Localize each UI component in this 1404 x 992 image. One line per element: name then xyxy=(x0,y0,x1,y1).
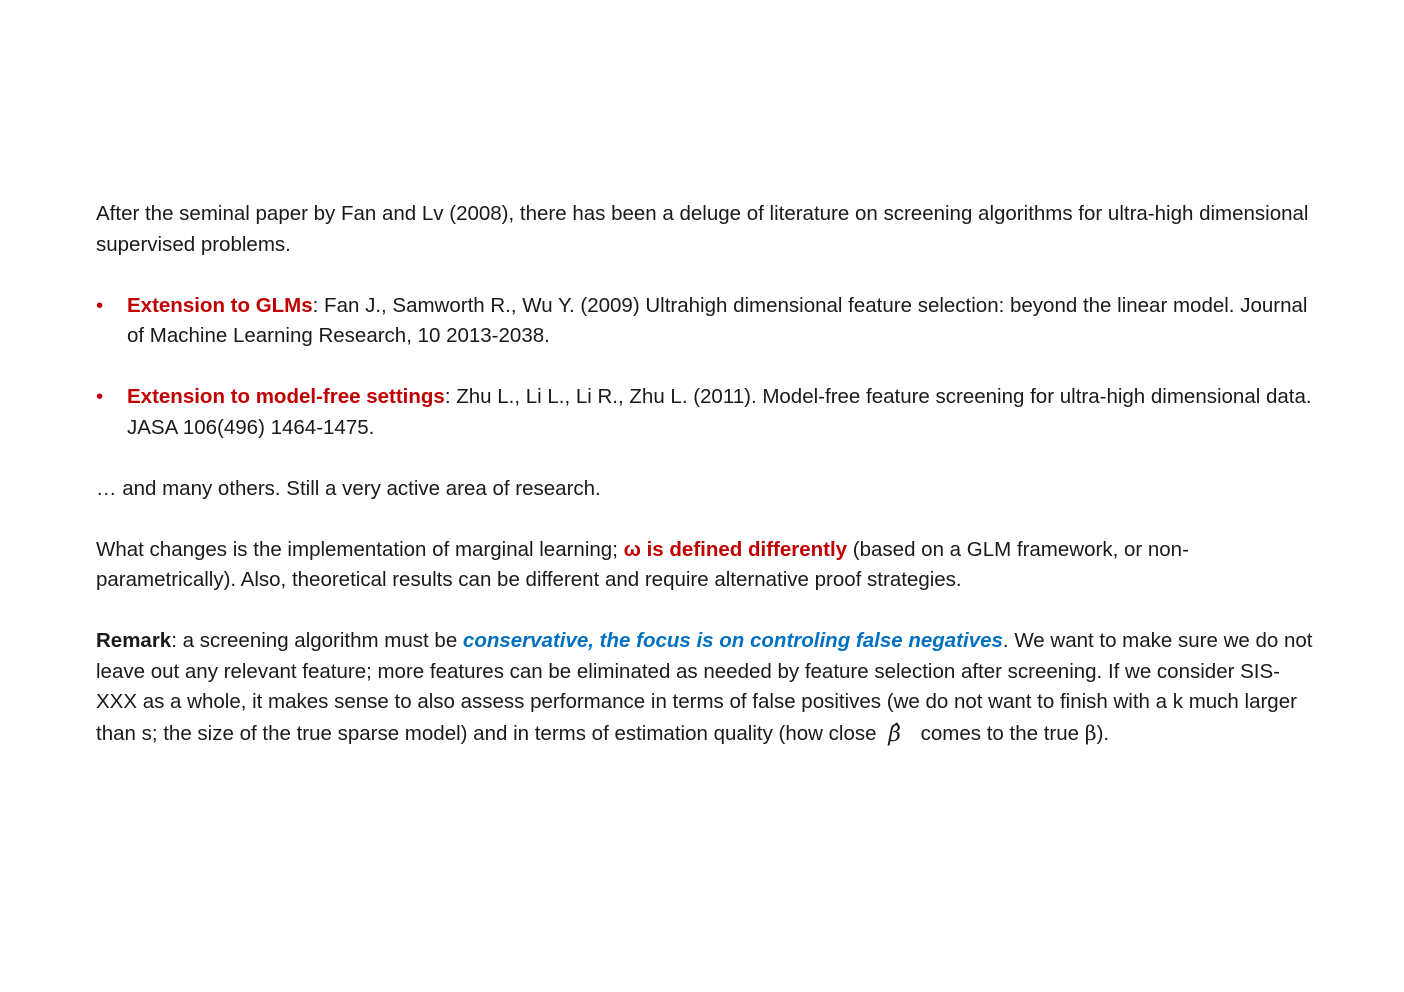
beta-symbol: β xyxy=(1084,720,1097,745)
others-paragraph xyxy=(96,474,1316,505)
bullet-dot-icon: • xyxy=(96,293,104,317)
slide-content xyxy=(96,199,1316,749)
remark-end-before: comes to the true xyxy=(914,721,1085,745)
beta-hat-symbol: β̂ xyxy=(888,721,901,747)
bullet-glm-text: : Fan J., Samworth R., Wu Y. (2009) Ultrahigh dimensional feature selection: beyond the linear model. Journal of Machine Learning Research, 10 2013-2038. xyxy=(127,293,1308,347)
bullet-glm-title: Extension to GLMs xyxy=(127,293,313,317)
bullet-dot-icon: • xyxy=(96,385,104,408)
remark-text-before: : a screening algorithm must be xyxy=(171,629,463,652)
remark-paragraph xyxy=(96,626,1316,749)
changes-highlight: ω is defined differently xyxy=(623,537,848,561)
changes-paragraph xyxy=(96,535,1316,596)
intro-text: After the seminal paper by Fan and Lv (2008), there has been a deluge of literature on screening algorithms for ultra-high dimensional supervised problems. xyxy=(96,202,1309,256)
remark-text-after: . We want to make sure we do not leave out any relevant feature; more features can be eliminated as needed by feature selection after screening. If we consider SIS-XXX as a whole, it makes sense to also assess performance in terms of false positives (we do not want to finish with a k much larger than s; the size of the true sparse model) and in terms of estimation quality (how close xyxy=(96,629,1313,745)
remark-end-after: ). xyxy=(1096,721,1110,745)
changes-text-after: (based on a GLM framework, or non-parametrically). Also, theoretical results can be different and require alternative proof strategies. xyxy=(96,537,1189,591)
remark-emphasis: conservative, the focus is on controling false negatives xyxy=(462,629,1003,652)
bullet-model-free-title: Extension to model-free settings xyxy=(127,385,445,408)
bullet-model-free xyxy=(96,382,1316,443)
others-text: … and many others. Still a very active area of research. xyxy=(96,476,601,500)
bullet-model-free-text: : Zhu L., Li L., Li R., Zhu L. (2011). Model-free feature screening for ultra-high dimensional data. JASA 106(496) 1464-1475. xyxy=(127,385,1312,439)
remark-label: Remark xyxy=(96,629,172,652)
intro-paragraph xyxy=(96,199,1316,260)
changes-text-before: What changes is the implementation of marginal learning; xyxy=(96,537,624,561)
bullet-glm xyxy=(96,291,1316,352)
